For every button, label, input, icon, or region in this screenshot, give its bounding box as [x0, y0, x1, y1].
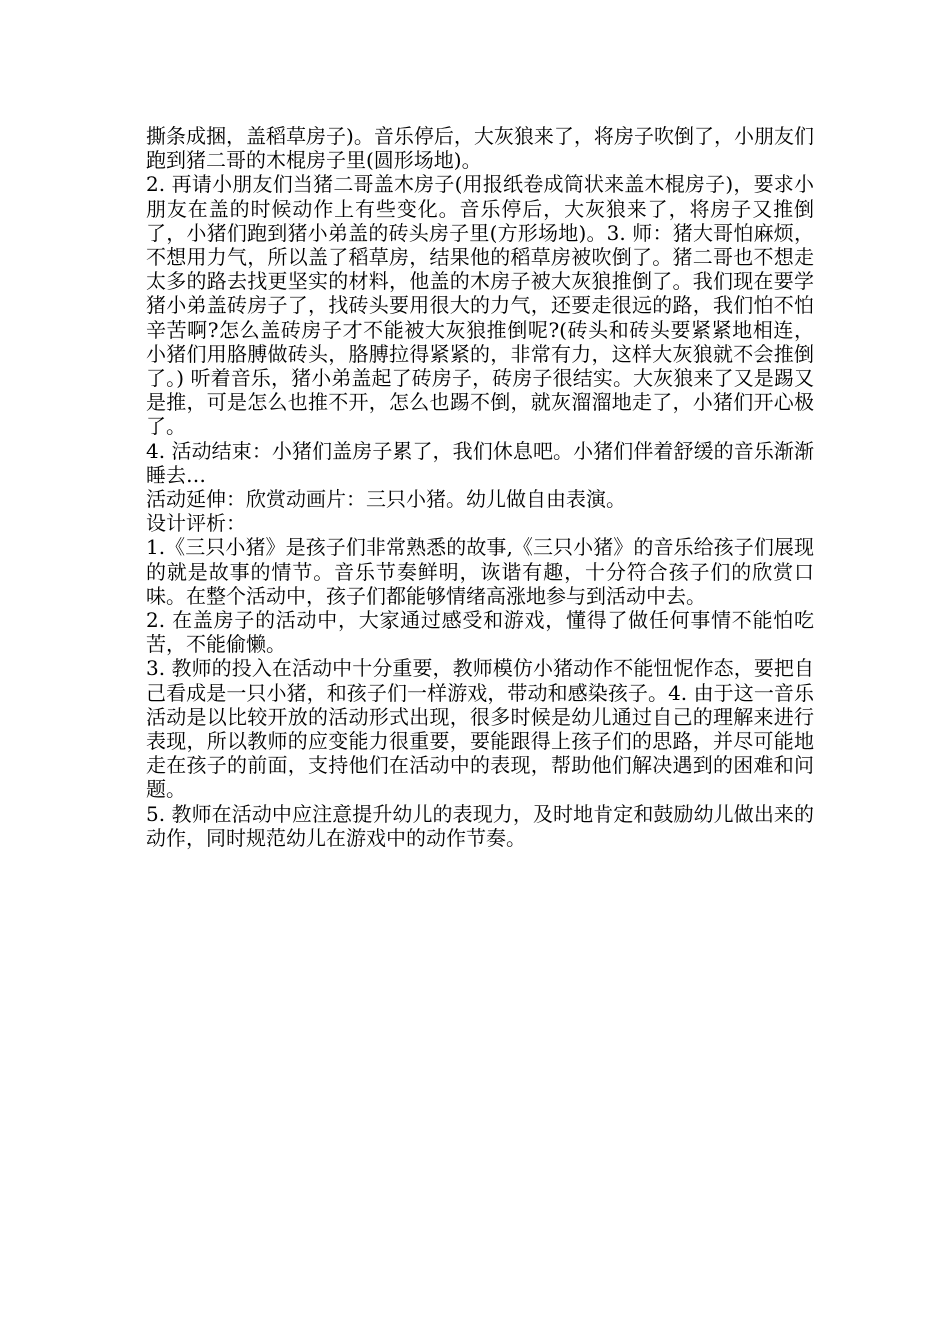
paragraph-step-2-3: 2. 再请小朋友们当猪二哥盖木房子(用报纸卷成筒状来盖木棍房子)，要求小朋友在盖的时候动作上有些变化。音乐停后，大灰狼来了，将房子又推倒了，小猪们跑到猪小弟盖的砖头房子里(方形场地)。3. 师：猪大哥怕麻烦，不想用力气，所以盖了稻草房，结果他的稻草房被吹倒了。猪二哥也不想走太多的路去找更坚实的材料，他盖的木房子被大灰狼推倒了。我们现在要学猪小弟盖砖房子了，找砖头要用很大的力气，还要走很远的路，我们怕不怕辛苦啊?怎么盖砖房子才不能被大灰狼推倒呢?(砖头和砖头要紧紧地相连，小猪们用胳膊做砖头，胳膊拉得紧紧的，非常有力，这样大灰狼就不会推倒了。) 听着音乐，猪小弟盖起了砖房子，砖房子很结实。大灰狼来了又是踢又是推，可是怎么也推不开，怎么也踢不倒，就灰溜溜地走了，小猪们开心极了。 — [146, 172, 814, 439]
paragraph-review-3-4: 3. 教师的投入在活动中十分重要，教师模仿小猪动作不能忸怩作态，要把自己看成是一只小猪，和孩子们一样游戏，带动和感染孩子。4. 由于这一音乐活动是以比较开放的活动形式出现，很多时候是幼儿通过自己的理解来进行表现，所以教师的应变能力很重要，要能跟得上孩子们的思路，并尽可能地走在孩子的前面，支持他们在活动中的表现，帮助他们解决遇到的困难和问题。 — [146, 656, 814, 802]
paragraph-review-2: 2. 在盖房子的活动中，大家通过感受和游戏，懂得了做任何事情不能怕吃苦，不能偷懒。 — [146, 608, 814, 657]
paragraph-review-5: 5. 教师在活动中应注意提升幼儿的表现力，及时地肯定和鼓励幼儿做出来的动作，同时规范幼儿在游戏中的动作节奏。 — [146, 801, 814, 850]
document-body — [146, 124, 814, 850]
paragraph-design-review-heading: 设计评析： — [146, 511, 246, 536]
paragraph-activity-extension: 活动延伸：欣赏动画片：三只小猪。幼儿做自由表演。 — [146, 487, 626, 512]
paragraph-review-1: 1.《三只小猪》是孩子们非常熟悉的故事,《三只小猪》的音乐给孩子们展现的就是故事的情节。音乐节奏鲜明，诙谐有趣，十分符合孩子们的欣赏口味。在整个活动中，孩子们都能够情绪高涨地参与到活动中去。 — [146, 535, 814, 608]
paragraph-story-continued: 撕条成捆，盖稻草房子)。音乐停后，大灰狼来了，将房子吹倒了，小朋友们跑到猪二哥的木棍房子里(圆形场地)。 — [146, 124, 814, 173]
paragraph-step-4: 4. 活动结束：小猪们盖房子累了，我们休息吧。小猪们伴着舒缓的音乐渐渐睡去… — [146, 438, 814, 487]
